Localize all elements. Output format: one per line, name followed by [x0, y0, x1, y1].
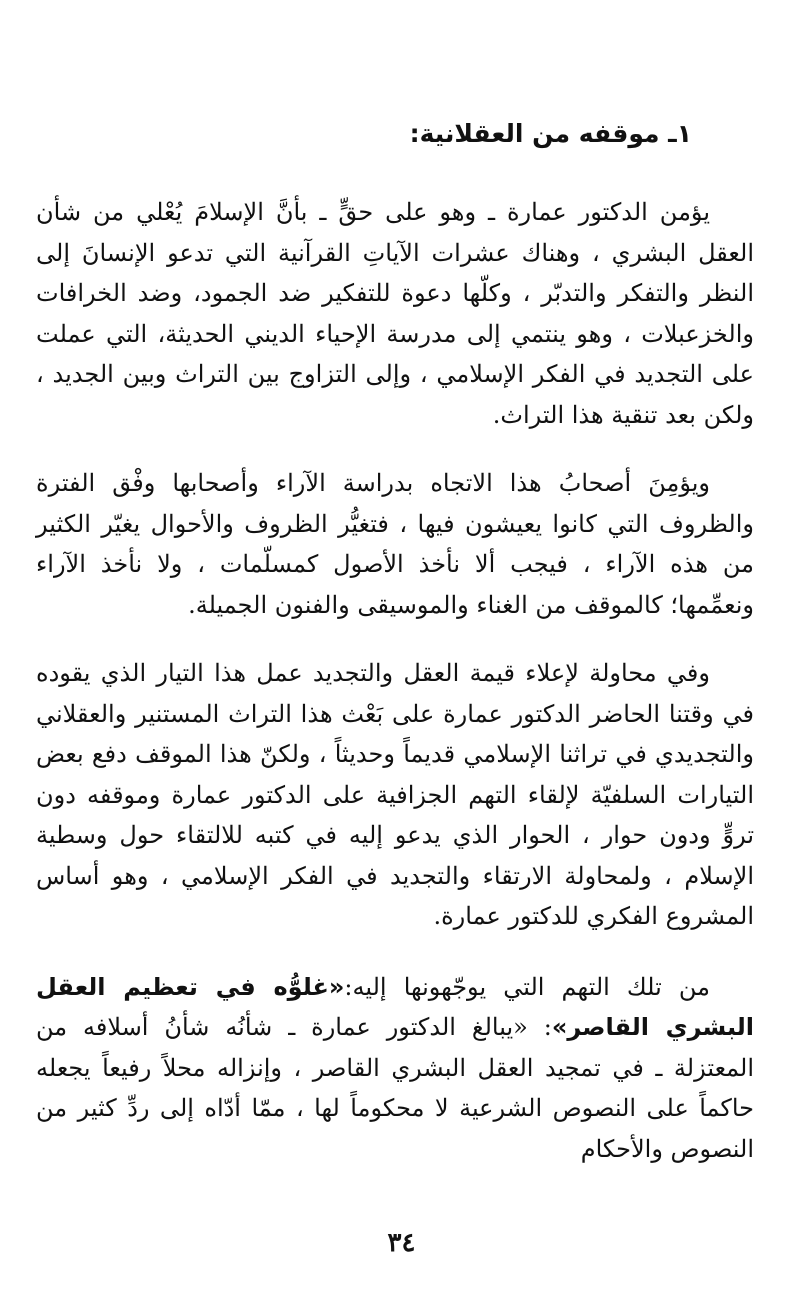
paragraph-3: وفي محاولة لإعلاء قيمة العقل والتجديد عمل هذا التيار الذي يقوده في وقتنا الحاضر الدكتور عمارة على بَعْث هذا التراث المستنير والعقلاني والتجديدي في تراثنا الإسلامي قديماً وحديثاً ، ولكنّ هذا الموقف دفع بعض التيارات السلفيّة لإلقاء التهم الجزافية على الدكتور عمارة وموقفه دون تروٍّ ودون حوار ، الحوار الذي يدعو إليه في كتبه للالتقاء حول وسطية الإسلام ، ولمحاولة الارتقاء والتجديد في الفكر الإسلامي ، وهو أساس المشروع الفكري للدكتور عمارة. — [36, 659, 754, 930]
paragraph-4 — [36, 967, 754, 1170]
paragraph-4-rest: : «يبالغ الدكتور عمارة ـ شأنُه شأنُ أسلافه من المعتزلة ـ في تمجيد العقل البشري القاصر ، وإنزاله محلاً رفيعاً يجعله حاكماً على النصوص الشرعية لا محكوماً لها ، ممّا أدّاه إلى ردِّ كثير من النصوص والأحكام — [36, 1013, 754, 1163]
page-number: ٣٤ — [387, 1228, 416, 1258]
paragraph-1: يؤمن الدكتور عمارة ـ وهو على حقٍّ ـ بأنَّ الإسلامَ يُعْلي من شأن العقل البشري ، وهناك عشرات الآياتِ القرآنية التي تدعو الإنسانَ إلى النظر والتفكر والتدبّر ، وكلّها دعوة للتفكير ضد الجمود، وضد الخرافات والخزعبلات ، وهو ينتمي إلى مدرسة الإحياء الديني الحديثة، التي عملت على التجديد في الفكر الإسلامي ، وإلى التزاوج بين التراث وبين الجديد ، ولكن بعد تنقية هذا التراث. — [36, 198, 754, 429]
paragraph-4-intro: من تلك التهم التي يوجّهونها إليه: — [344, 972, 710, 1001]
page-content — [36, 110, 754, 1169]
paragraph-2: ويؤمِنَ أصحابُ هذا الاتجاه بدراسة الآراء وأصحابها وفْق الفترة والظروف التي كانوا يعيشون فيها ، فتغيُّر الظروف والأحوال يغيّر الكثير من هذه الآراء ، فيجب ألا نأخذ الأصول كمسلّمات ، ولا نأخذ الآراء ونعمِّمها؛ كالموقف من الغناء والموسيقى والفنون الجميلة. — [36, 469, 754, 619]
quoted-accusation: «غلوُّه في تعظيم العقل البشري القاصر» — [36, 972, 755, 1041]
section-heading: ١ـ موقفه من العقلانية: — [409, 119, 692, 148]
